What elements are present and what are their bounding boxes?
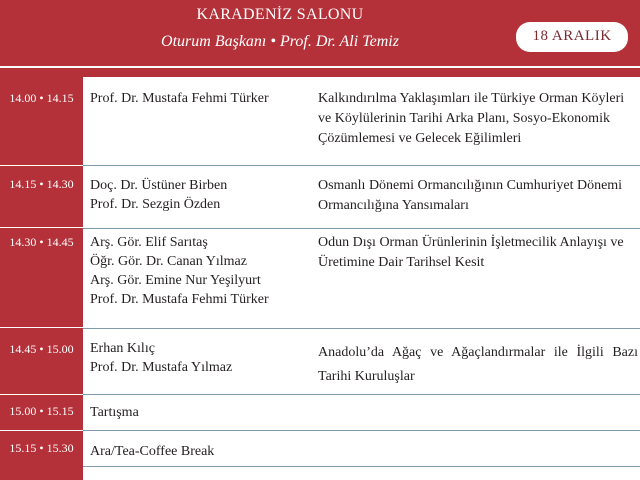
- session-title: Anadolu’da Ağaç ve Ağaçlandırmalar ile İlgili Bazı Tarihi Kuruluşlar: [318, 345, 638, 384]
- session-chair: Oturum Başkanı • Prof. Dr. Ali Temiz: [161, 33, 399, 50]
- row-divider: [83, 466, 640, 467]
- speaker-name: Öğr. Gör. Dr. Canan Yılmaz: [90, 254, 247, 269]
- speaker-name: Prof. Dr. Mustafa Fehmi Türker: [90, 91, 269, 106]
- session-time: 15.00 • 15.15: [9, 404, 74, 418]
- session-time: 14.00 • 14.15: [9, 91, 74, 105]
- session-speakers: [90, 89, 320, 108]
- session-time: 15.15 • 15.30: [9, 441, 74, 455]
- time-divider: [0, 227, 83, 228]
- session-time: 14.15 • 14.30: [9, 177, 74, 191]
- time-divider: [0, 327, 83, 328]
- session-time: 14.30 • 14.45: [9, 235, 74, 249]
- speaker-name: Prof. Dr. Mustafa Fehmi Türker: [90, 292, 269, 307]
- row-divider: [83, 394, 640, 395]
- speaker-name: Prof. Dr. Sezgin Özden: [90, 197, 221, 212]
- hall-title: KARADENİZ SALONU: [196, 6, 364, 23]
- speaker-name: Prof. Dr. Mustafa Yılmaz: [90, 360, 233, 375]
- speaker-name: Erhan Kılıç: [90, 341, 155, 356]
- time-column: [0, 77, 83, 480]
- session-time: 14.45 • 15.00: [9, 342, 74, 356]
- break-label: Ara/Tea-Coffee Break: [90, 444, 215, 459]
- session-speakers: [90, 176, 320, 214]
- row-divider: [83, 228, 640, 229]
- session-title: Kalkındırılma Yaklaşımları ile Türkiye Orman Köyleri ve Köylülerinin Tarihi Arka Planı, Sosyo-Ekonomik Çözümlemesi ve Gelecek Eğilimleri: [318, 91, 625, 146]
- session-speakers: [90, 403, 320, 422]
- session-speakers: [90, 339, 320, 377]
- session-speakers: [90, 233, 320, 309]
- speaker-name: Doç. Dr. Üstüner Birben: [90, 178, 228, 193]
- row-divider: [83, 328, 640, 329]
- header-band: [0, 68, 640, 77]
- session-header: [0, 0, 640, 68]
- speaker-name: Arş. Gör. Emine Nur Yeşilyurt: [90, 273, 261, 288]
- time-divider: [0, 165, 83, 166]
- session-title: Odun Dışı Orman Ürünlerinin İşletmecilik Anlayışı ve Üretimine Dair Tarihsel Kesit: [318, 235, 624, 270]
- time-divider: [0, 394, 83, 395]
- row-divider: [83, 430, 640, 431]
- speaker-name: Arş. Gör. Elif Sarıtaş: [90, 235, 208, 250]
- time-divider: [0, 430, 83, 431]
- discussion-label: Tartışma: [90, 405, 139, 420]
- session-title: Osmanlı Dönemi Ormancılığının Cumhuriyet Dönemi Ormancılığına Yansımaları: [318, 178, 623, 213]
- row-divider: [83, 165, 640, 166]
- date-badge: 18 ARALIK: [516, 22, 628, 52]
- session-speakers: [90, 442, 320, 461]
